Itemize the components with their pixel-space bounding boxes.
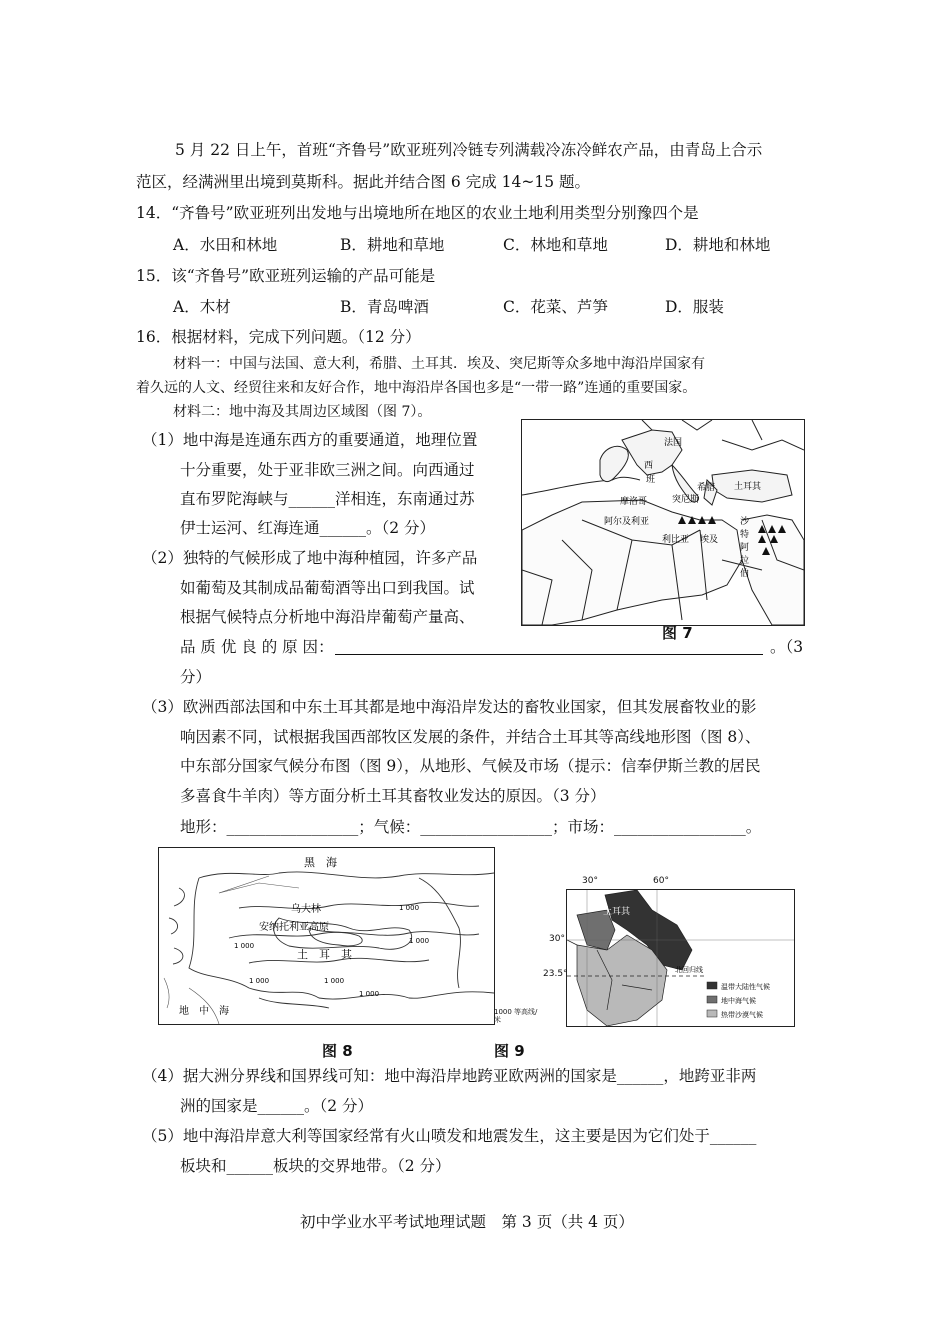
p3-line-4: 多喜食牛羊肉）等方面分析土耳其畜牧业发达的原因。（3 分）: [180, 787, 606, 805]
p3-line-1: （3）欧洲西部法国和中东土耳其都是地中海沿岸发达的畜牧业国家，但其发展畜牧业的影: [142, 698, 757, 716]
fig9-label-turkey: 土耳其: [603, 907, 631, 917]
fig8-contour-2: 1 000: [409, 937, 430, 945]
fig7-label-france: 法国: [664, 438, 683, 448]
p1-line-3: 直布罗陀海峡与______洋相连，东南通过苏: [180, 490, 475, 508]
fig7-label-tunisia: 突尼斯: [672, 495, 700, 505]
p3-line-3: 中东部分国家气候分布图（图 9），从地形、气候及市场（提示：信奉伊斯兰教的居民: [180, 757, 761, 775]
fig8-label-med: 地 中 海: [179, 1006, 229, 1017]
q15-stem: 15．该“齐鲁号”欧亚班列运输的产品可能是: [136, 267, 436, 285]
figure-8-map: [158, 847, 495, 1025]
p3-line-2: 响因素不同，试根据我国西部牧区发展的条件，并结合土耳其等高线地形图（图 8）、: [180, 728, 761, 746]
fig7-label-saudi-4: 拉: [740, 556, 750, 566]
figure-9-caption: 图 9: [494, 1042, 525, 1060]
p1-line-4: 伊士运河、红海连通______。（2 分）: [180, 519, 436, 537]
fig9-legend-swatch-2: [707, 996, 717, 1003]
fig8-label-mountain: 乌大林: [291, 904, 321, 915]
figure-8-caption: 图 8: [322, 1042, 353, 1060]
fig7-label-saudi-1: 沙: [740, 517, 750, 527]
p1-line-2: 十分重要，处于亚非欧三洲之间。向西通过: [180, 461, 475, 479]
figure-7-caption: 图 7: [662, 624, 693, 642]
q15-option-b: B．青岛啤酒: [340, 298, 429, 316]
fig8-contour-6: 1 000: [249, 977, 270, 985]
fig7-label-turkey: 土耳其: [734, 482, 762, 492]
q14-option-a: A．水田和林地: [173, 236, 278, 254]
p2-line-4: 品 质 优 良 的 原 因：: [180, 638, 334, 656]
fig9-legend-3: 热带沙漠气候: [721, 1011, 763, 1019]
p2-score-cont: 分）: [180, 668, 212, 686]
p5-line-1: （5）地中海沿岸意大利等国家经常有火山喷发和地震发生，这主要是因为它们处于______: [142, 1127, 757, 1145]
intro-line-2: 范区，经满洲里出境到莫斯科。据此并结合图 6 完成 14~15 题。: [136, 173, 591, 191]
p4-line-2: 洲的国家是______。（2 分）: [180, 1097, 374, 1115]
p2-line-2: 如葡萄及其制成品葡萄酒等出口到我国。试: [180, 579, 475, 597]
q14-option-b: B．耕地和草地: [340, 236, 445, 254]
q15-option-d: D．服装: [665, 298, 724, 316]
figure-9-map: [566, 889, 795, 1027]
fig8-label-plateau: 安纳托利亚高原: [259, 922, 329, 933]
fig9-legend-1: 温带大陆性气候: [721, 983, 770, 991]
fig7-label-libya: 利比亚: [662, 535, 690, 545]
q14-option-c: C．林地和草地: [503, 236, 608, 254]
q16-stem: 16．根据材料，完成下列问题。（12 分）: [136, 328, 421, 346]
p3-answer-line[interactable]: 地形：_________________；气候：_________________；市场：_________________。: [180, 818, 762, 836]
intro-line-1: 5 月 22 日上午，首班“齐鲁号”欧亚班列冷链专列满载冷冻冷鲜农产品，由青岛上合示: [175, 141, 763, 159]
fig8-contour-1: 1 000: [399, 904, 420, 912]
fig8-legend: 1000 等高线/米: [494, 1008, 538, 1024]
fig9-lat-30: 30°: [549, 934, 565, 944]
p2-line-1: （2）独特的气候形成了地中海种植园，许多产品: [142, 549, 478, 567]
p2-answer-line[interactable]: [335, 654, 763, 655]
p2-score: 。（3: [770, 638, 804, 656]
fig8-contour-5: 1 000: [359, 990, 380, 998]
fig9-legend-swatch-1: [707, 982, 717, 989]
fig7-label-saudi-5: 伯: [740, 569, 750, 579]
fig7-label-saudi-3: 阿: [740, 543, 750, 553]
q15-option-c: C．花菜、芦笋: [503, 298, 608, 316]
fig7-label-greece: 希腊: [697, 483, 716, 493]
fig7-label-spain-1: 西: [644, 461, 654, 471]
fig9-lon-60: 60°: [653, 876, 669, 886]
material-1-line-1: 材料一：中国与法国、意大利，希腊、土耳其．埃及、突尼斯等众多地中海沿岸国家有: [173, 356, 705, 372]
fig8-contour-4: 1 000: [234, 942, 255, 950]
fig7-label-egypt: 埃及: [700, 535, 719, 545]
fig7-label-morocco: 摩洛哥: [620, 497, 648, 507]
fig7-label-algeria: 阿尔及利亚: [604, 517, 650, 527]
q14-stem: 14．“齐鲁号”欧亚班列出发地与出境地所在地区的农业土地利用类型分别豫四个是: [136, 204, 699, 222]
p2-line-3: 根据气候特点分析地中海沿岸葡萄产量高、: [180, 608, 475, 626]
fig9-lat-23: 23.5°: [543, 969, 568, 979]
fig9-legend-swatch-3: [707, 1010, 717, 1017]
material-2: 材料二：地中海及其周边区域图（图 7）。: [173, 404, 432, 420]
fig7-label-saudi-2: 特: [740, 530, 750, 540]
q15-option-a: A．木材: [173, 298, 231, 316]
fig9-label-tropic: 北回归线: [675, 966, 703, 974]
fig9-lon-30: 30°: [582, 876, 598, 886]
fig8-label-turkey: 土 耳 其: [297, 948, 352, 961]
fig7-label-spain-2: 班: [646, 475, 656, 485]
fig9-legend-2: 地中海气候: [721, 997, 756, 1005]
p5-line-2: 板块和______板块的交界地带。（2 分）: [180, 1157, 451, 1175]
p1-line-1: （1）地中海是连通东西方的重要通道，地理位置: [142, 431, 478, 449]
q14-option-d: D．耕地和林地: [665, 236, 771, 254]
figure-7-map: [521, 419, 805, 626]
material-1-line-2: 着久远的人文、经贸往来和友好合作，地中海沿岸各国也多是“一带一路”连通的重要国家。: [136, 380, 697, 396]
fig8-contour-3: 1 000: [324, 977, 345, 985]
p4-line-1: （4）据大洲分界线和国界线可知：地中海沿岸地跨亚欧两洲的国家是______，地跨亚非两: [142, 1067, 757, 1085]
fig8-label-black-sea: 黑 海: [304, 856, 337, 869]
page-footer: 初中学业水平考试地理试题 第 3 页（共 4 页）: [300, 1213, 634, 1231]
